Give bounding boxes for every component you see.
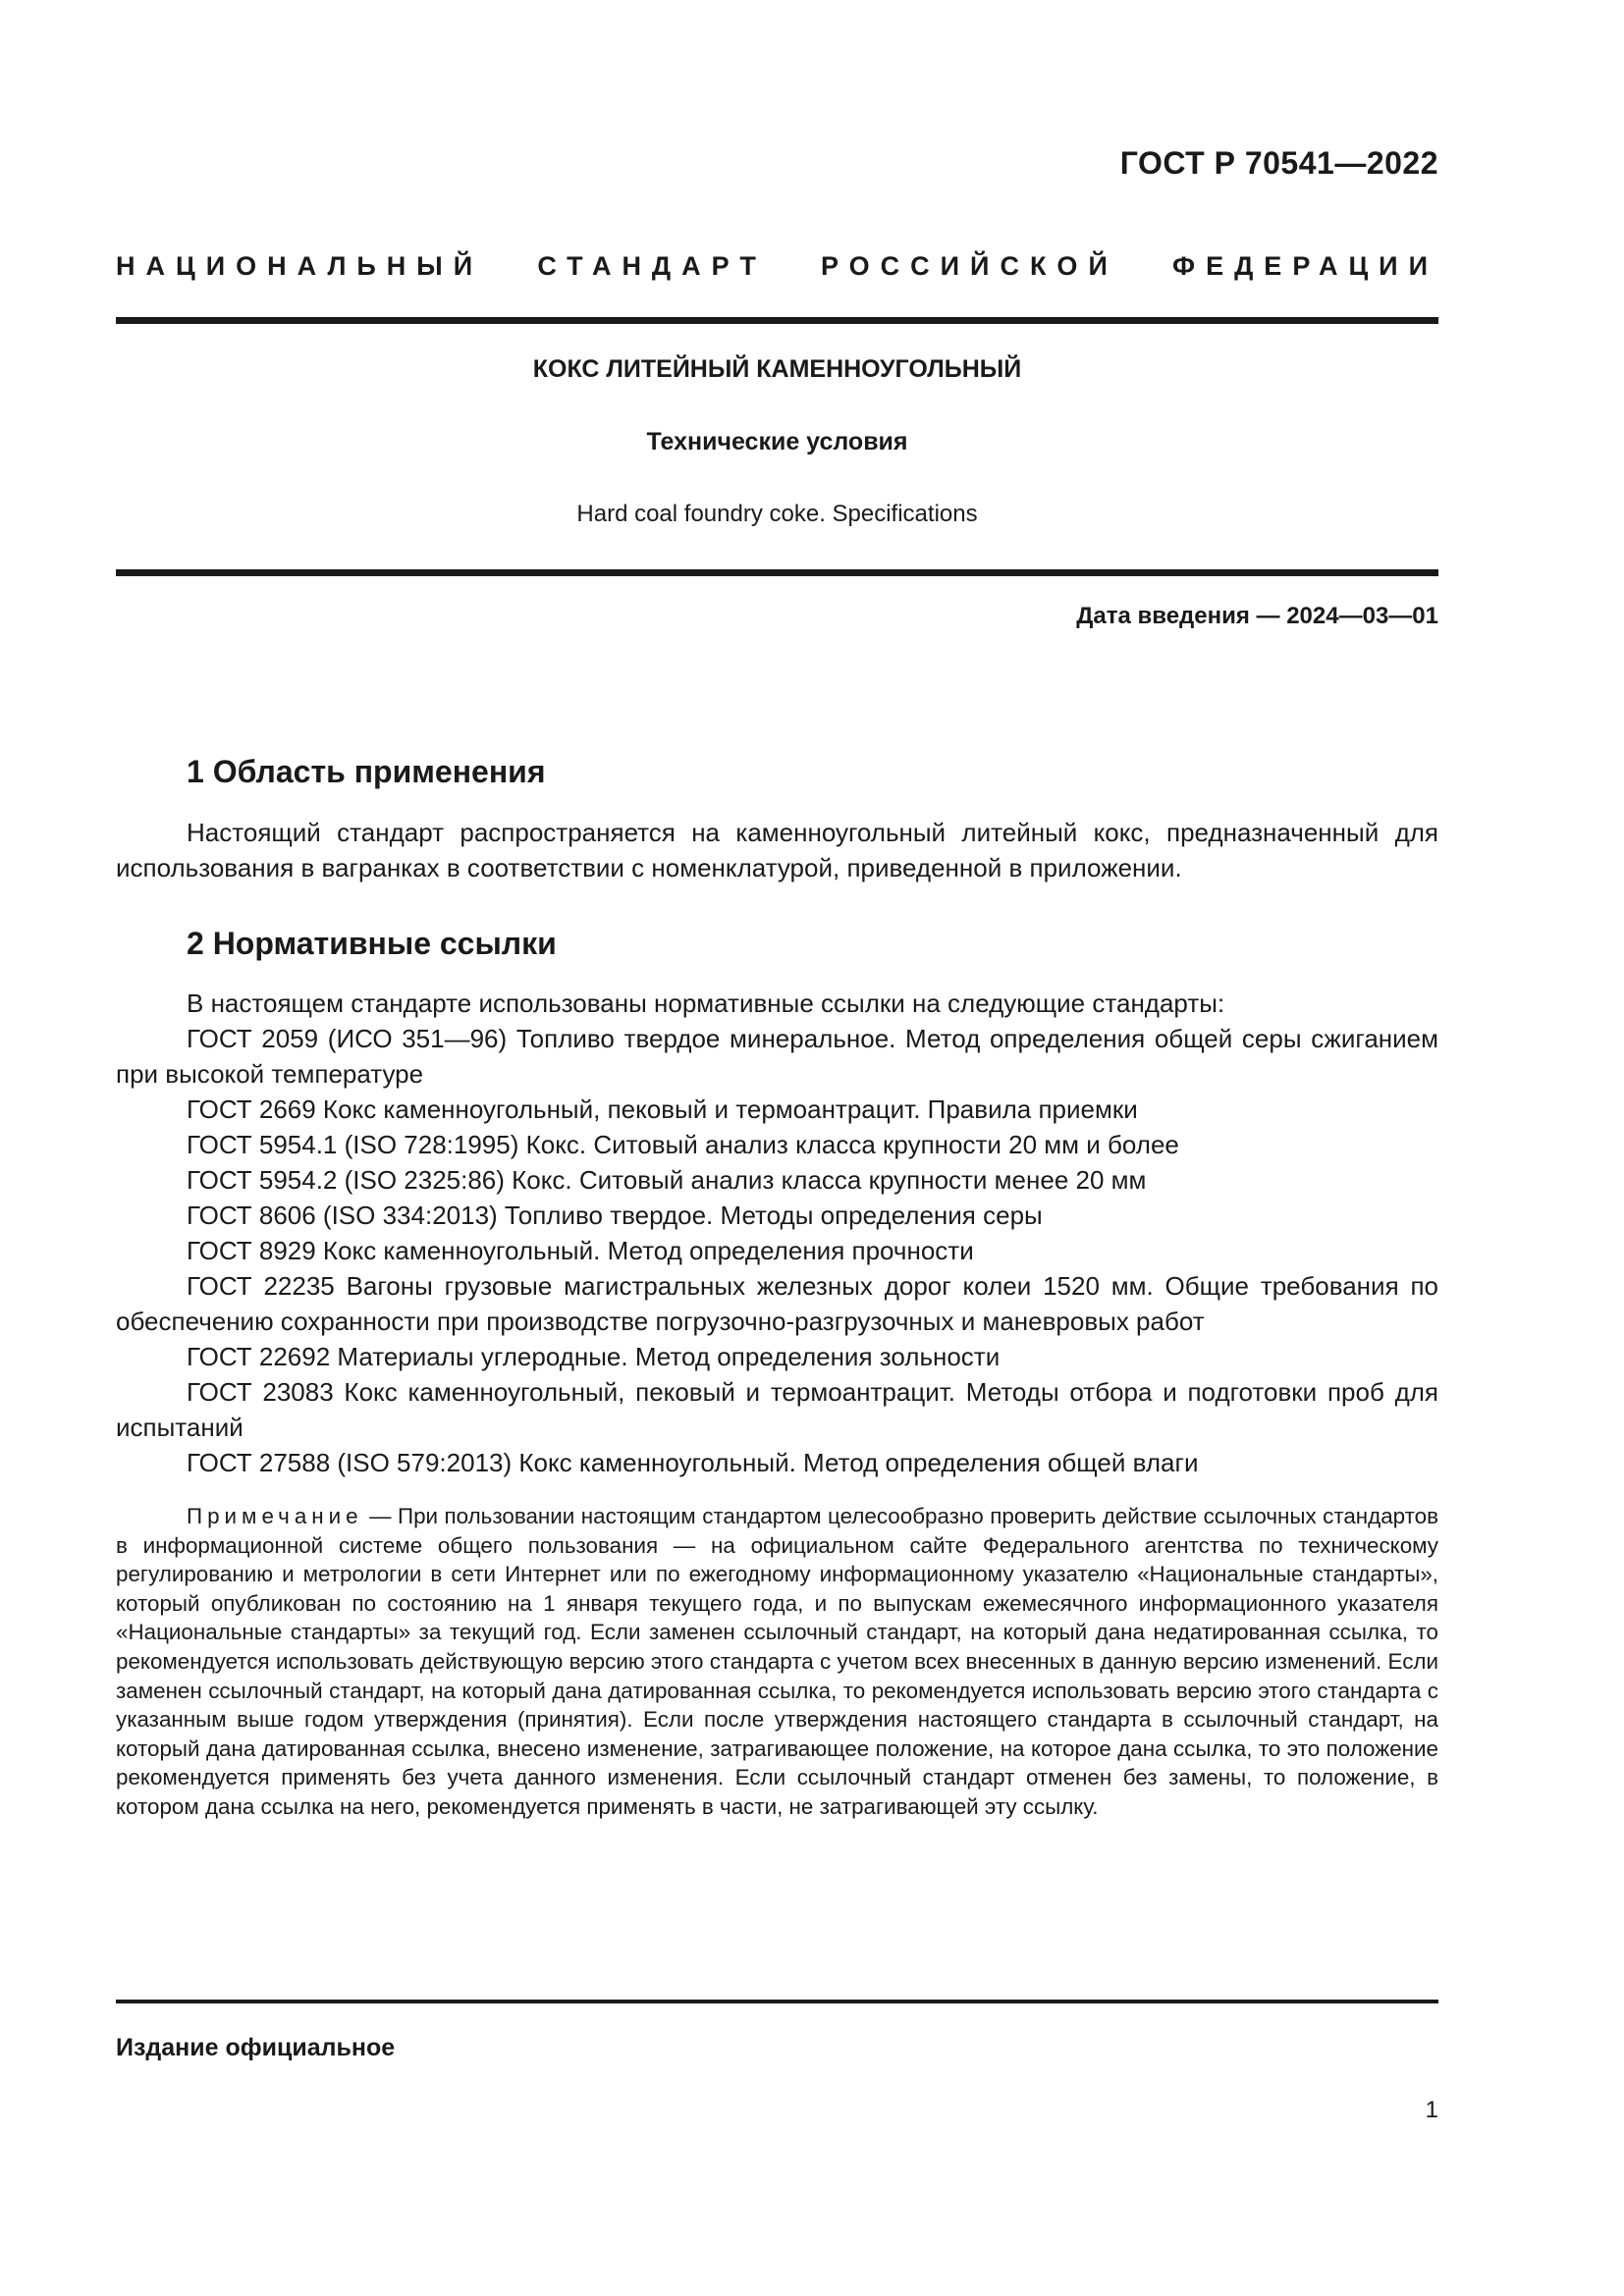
section-1-body bbox=[116, 815, 1438, 885]
note-text: — При пользовании настоящим стандартом целесообразно проверить действие ссылочных стандартов в информационной системе общего пользования — на официальном сайте Федерального агентства по техническому регулированию и метрологии в сети Интернет или по ежегодному информационному указателю «Национальные стандарты», который опубликован по состоянию на 1 января текущего года, и по выпускам ежемесячного информационного указателя «Национальные стандарты» за текущий год. Если заменен ссылочный стандарт, на который дана недатированная ссылка, то рекомендуется использовать действующую версию этого стандарта с учетом всех внесенных в данную версию изменений. Если заменен ссылочный стандарт, на который дана датированная ссылка, то рекомендуется использовать версию этого стандарта с указанным выше годом утверждения (принятия). Если после утверждения настоящего стандарта в ссылочный стандарт, на который дана датированная ссылка, внесено изменение, затрагивающее положение, на которое дана ссылка, то это положение рекомендуется применять без учета данного изменения. Если ссылочный стандарт отменен без замены, то положение, в котором дана ссылка на него, рекомендуется применять в части, не затрагивающей эту ссылку. bbox=[116, 1504, 1438, 1819]
reference-item: ГОСТ 8606 (ISO 334:2013) Топливо твердое. Методы определения серы bbox=[187, 1201, 1043, 1230]
reference-item: ГОСТ 8929 Кокс каменноугольный. Метод определения прочности bbox=[187, 1236, 974, 1265]
english-title: Hard coal foundry coke. Specifications bbox=[576, 501, 978, 527]
reference-note bbox=[116, 1502, 1438, 1822]
section-1-heading: 1 Область применения bbox=[187, 754, 546, 789]
section-2-heading: 2 Нормативные ссылки bbox=[187, 926, 557, 961]
section-2-body bbox=[116, 986, 1438, 1480]
reference-item: ГОСТ 5954.2 (ISO 2325:86) Кокс. Ситовый анализ класса крупности менее 20 мм bbox=[187, 1165, 1147, 1195]
gost-code: ГОСТ Р 70541—2022 bbox=[1119, 145, 1438, 181]
reference-item: ГОСТ 23083 Кокс каменноугольный, пековый и термоантрацит. Методы отбора и подготовки проб для испытаний bbox=[116, 1377, 1438, 1442]
reference-item: ГОСТ 22692 Материалы углеродные. Метод определения зольности bbox=[187, 1342, 1001, 1371]
introduction-date: Дата введения — 2024—03—01 bbox=[1076, 603, 1438, 629]
document-title: КОКС ЛИТЕЙНЫЙ КАМЕННОУГОЛЬНЫЙ bbox=[532, 355, 1022, 383]
official-edition-label: Издание официальное bbox=[116, 2034, 396, 2061]
reference-item: ГОСТ 27588 (ISO 579:2013) Кокс каменноугольный. Метод определения общей влаги bbox=[187, 1448, 1199, 1477]
footer-rule bbox=[116, 2000, 1438, 2003]
section-2-lead: В настоящем стандарте использованы нормативные ссылки на следующие стандарты: bbox=[187, 988, 1225, 1018]
title-bottom-rule bbox=[116, 569, 1438, 576]
note-label: Примечание bbox=[187, 1504, 363, 1528]
reference-item: ГОСТ 2669 Кокс каменноугольный, пековый и термоантрацит. Правила приемки bbox=[187, 1095, 1138, 1124]
reference-item: ГОСТ 22235 Вагоны грузовые магистральных железных дорог колеи 1520 мм. Общие требования по обеспечению сохранности при производстве погрузочно-разгрузочных и маневровых работ bbox=[116, 1271, 1438, 1336]
national-standard-banner: НАЦИОНАЛЬНЫЙ СТАНДАРТ РОССИЙСКОЙ ФЕДЕРАЦИИ bbox=[116, 251, 1438, 281]
reference-item: ГОСТ 5954.1 (ISO 728:1995) Кокс. Ситовый анализ класса крупности 20 мм и более bbox=[187, 1130, 1179, 1159]
section-1-paragraph: Настоящий стандарт распространяется на каменноугольный литейный кокс, предназначенный для использования в вагранках в соответствии с номенклатурой, приведенной в приложении. bbox=[116, 818, 1438, 882]
page-number: 1 bbox=[1425, 2097, 1438, 2123]
document-subtitle: Технические условия bbox=[646, 428, 908, 455]
reference-item: ГОСТ 2059 (ИСО 351—96) Топливо твердое минеральное. Метод определения общей серы сжиганием при высокой температуре bbox=[116, 1024, 1438, 1089]
top-rule bbox=[116, 317, 1438, 324]
